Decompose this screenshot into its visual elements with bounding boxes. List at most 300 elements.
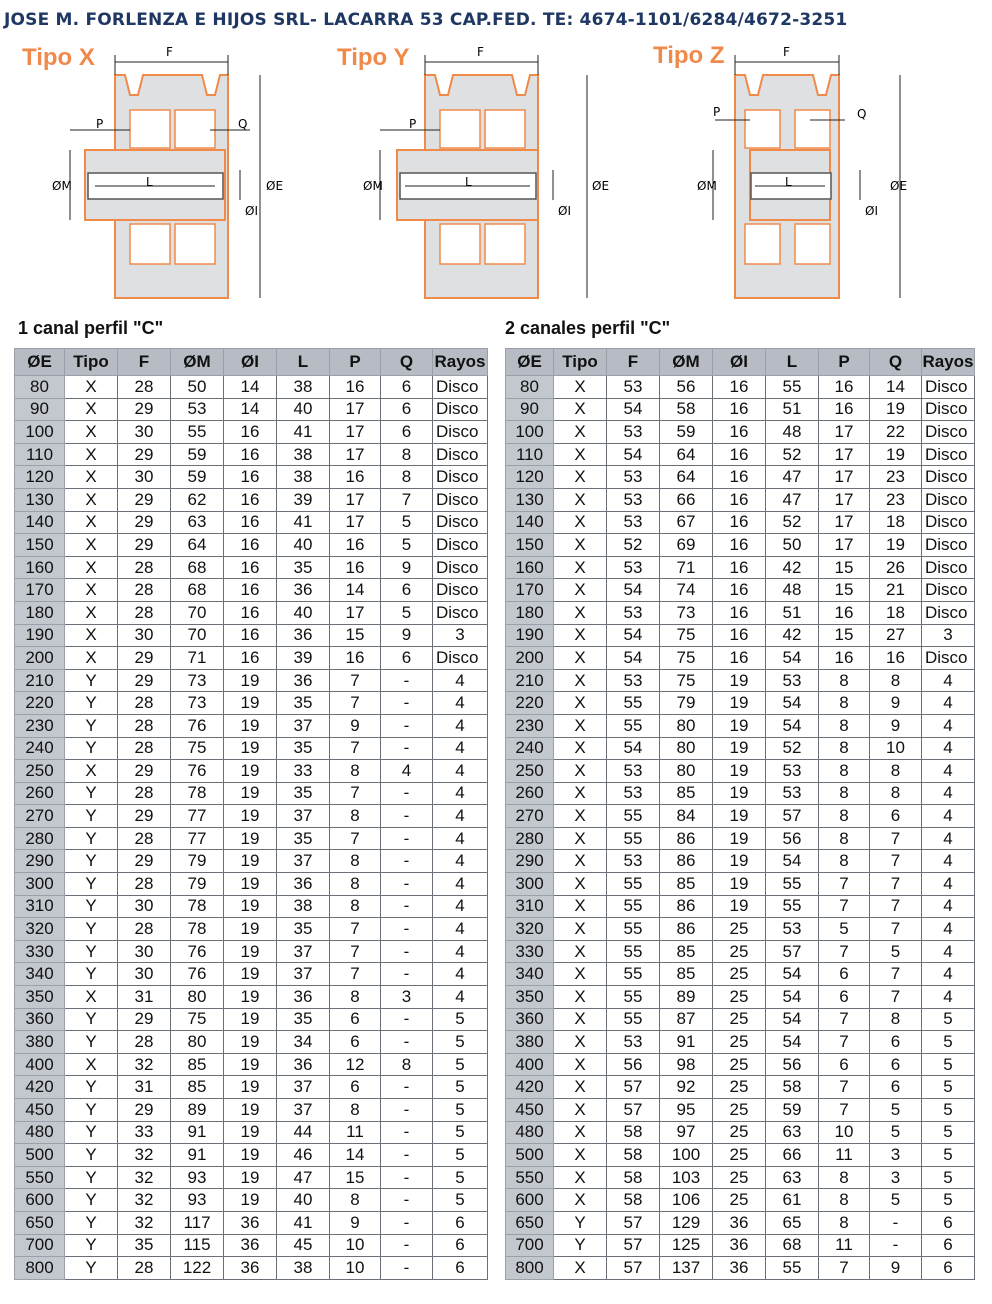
table-row <box>15 488 488 511</box>
table-cell: 106 <box>660 1189 713 1212</box>
table-cell: 73 <box>171 692 224 715</box>
table-cell: 29 <box>118 669 171 692</box>
table-cell: Disco <box>922 398 975 421</box>
table-cell: 64 <box>171 534 224 557</box>
table-cell: 36 <box>277 1053 330 1076</box>
table-cell: 8 <box>870 1008 922 1031</box>
table-cell: 310 <box>15 895 65 918</box>
table-cell: 17 <box>330 443 381 466</box>
table-cell: Y <box>65 895 118 918</box>
table-cell: 28 <box>118 873 171 896</box>
table-cell: 4 <box>922 963 975 986</box>
table-cell: 29 <box>118 443 171 466</box>
table-cell: 230 <box>15 714 65 737</box>
table-cell: 58 <box>607 1121 660 1144</box>
table-cell: 3 <box>433 624 488 647</box>
table-cell: 8 <box>330 873 381 896</box>
table-cell: 53 <box>607 488 660 511</box>
table-cell: 8 <box>330 760 381 783</box>
table-cell: 450 <box>506 1099 554 1122</box>
table-cell: 16 <box>819 398 870 421</box>
table-cell: 17 <box>330 421 381 444</box>
table-cell: 4 <box>433 986 488 1009</box>
table-cell: 85 <box>171 1076 224 1099</box>
table-cell: 180 <box>506 601 554 624</box>
table-cell: X <box>554 850 607 873</box>
table-cell: 170 <box>15 579 65 602</box>
table-cell: 58 <box>660 398 713 421</box>
table-cell: 71 <box>660 556 713 579</box>
table-cell: 36 <box>277 624 330 647</box>
table-cell: 28 <box>118 918 171 941</box>
table-cell: 35 <box>277 1008 330 1031</box>
table-cell: 9 <box>330 1211 381 1234</box>
table-cell: 59 <box>171 466 224 489</box>
table-row <box>15 1234 488 1257</box>
table-cell: 5 <box>433 1031 488 1054</box>
table-cell: Disco <box>922 556 975 579</box>
table-cell: 4 <box>433 692 488 715</box>
table-cell: 21 <box>870 579 922 602</box>
table-cell: 56 <box>766 827 819 850</box>
table-cell: 150 <box>506 534 554 557</box>
svg-text:F: F <box>783 45 790 59</box>
table-row <box>15 1008 488 1031</box>
table-cell: 6 <box>819 1053 870 1076</box>
table-cell: 17 <box>819 488 870 511</box>
table-cell: 6 <box>870 1053 922 1076</box>
table-cell: 17 <box>330 398 381 421</box>
table-cell: X <box>65 376 118 399</box>
table-cell: 30 <box>118 624 171 647</box>
table2-title: 2 canales perfil "C" <box>505 318 671 338</box>
table-cell: - <box>381 940 433 963</box>
table-row <box>15 963 488 986</box>
table-cell: - <box>381 1121 433 1144</box>
table-cell: 340 <box>506 963 554 986</box>
table-cell: 53 <box>766 782 819 805</box>
table-cell: 30 <box>118 963 171 986</box>
table-cell: 19 <box>224 737 277 760</box>
table-row <box>506 827 975 850</box>
table-cell: 129 <box>660 1211 713 1234</box>
table-cell: 16 <box>713 647 766 670</box>
table-cell: 54 <box>607 579 660 602</box>
table-cell: 6 <box>870 1031 922 1054</box>
table-row <box>15 760 488 783</box>
table-row <box>506 895 975 918</box>
table-cell: 37 <box>277 1099 330 1122</box>
table-row <box>15 1031 488 1054</box>
table-cell: 5 <box>381 534 433 557</box>
table-cell: 18 <box>870 601 922 624</box>
table-row <box>506 940 975 963</box>
table-cell: 76 <box>171 760 224 783</box>
svg-text:ØM: ØM <box>52 179 72 193</box>
table-cell: 16 <box>330 466 381 489</box>
table-cell: 122 <box>171 1257 224 1280</box>
table-cell: 25 <box>713 1099 766 1122</box>
table-cell: 57 <box>607 1211 660 1234</box>
table-cell: 4 <box>433 895 488 918</box>
table-cell: Disco <box>433 534 488 557</box>
table-cell: 250 <box>506 760 554 783</box>
table-row <box>15 850 488 873</box>
table-cell: 420 <box>506 1076 554 1099</box>
table-cell: 66 <box>766 1144 819 1167</box>
table-cell: 38 <box>277 443 330 466</box>
svg-text:P: P <box>409 117 417 131</box>
table-cell: 59 <box>660 421 713 444</box>
table-cell: 5 <box>433 1144 488 1167</box>
table-cell: 8 <box>330 1099 381 1122</box>
table-cell: Y <box>65 1121 118 1144</box>
table-cell: - <box>381 782 433 805</box>
table-cell: 75 <box>660 647 713 670</box>
table-cell: 40 <box>277 1189 330 1212</box>
table-cell: X <box>554 737 607 760</box>
table-cell: 68 <box>171 556 224 579</box>
table-cell: Disco <box>433 647 488 670</box>
table-row <box>15 1166 488 1189</box>
table-cell: X <box>65 421 118 444</box>
table-cell: Y <box>65 669 118 692</box>
table-cell: 10 <box>330 1234 381 1257</box>
table-cell: 6 <box>433 1211 488 1234</box>
table-cell: 400 <box>506 1053 554 1076</box>
table-cell: X <box>554 1257 607 1280</box>
table-row <box>506 443 975 466</box>
table-cell: 4 <box>922 737 975 760</box>
pulley-drawing-x <box>10 40 310 310</box>
table-cell: 85 <box>660 940 713 963</box>
table-cell: 36 <box>277 873 330 896</box>
table-cell: 53 <box>607 601 660 624</box>
table-cell: 54 <box>766 714 819 737</box>
table-cell: 25 <box>713 1008 766 1031</box>
table-cell: 120 <box>15 466 65 489</box>
table-cell: Y <box>554 1234 607 1257</box>
table-cell: 92 <box>660 1076 713 1099</box>
svg-text:L: L <box>785 175 792 189</box>
table-row <box>15 579 488 602</box>
table-row <box>506 1121 975 1144</box>
table-cell: 14 <box>224 376 277 399</box>
table-cell: 76 <box>171 963 224 986</box>
diagram-tipo-x <box>10 40 310 310</box>
table-cell: 7 <box>330 782 381 805</box>
table-cell: X <box>554 760 607 783</box>
table-cell: 53 <box>607 376 660 399</box>
table-row <box>506 737 975 760</box>
table-cell: 7 <box>870 873 922 896</box>
table-cell: 52 <box>766 511 819 534</box>
table-cell: 14 <box>330 1144 381 1167</box>
table-cell: 29 <box>118 511 171 534</box>
table-row <box>506 669 975 692</box>
column-header: L <box>766 349 819 376</box>
table-cell: 5 <box>922 1099 975 1122</box>
table-cell: X <box>65 579 118 602</box>
table-cell: 80 <box>660 737 713 760</box>
table-row <box>15 782 488 805</box>
table-cell: 19 <box>713 692 766 715</box>
table-cell: X <box>554 827 607 850</box>
table-cell: - <box>381 1234 433 1257</box>
table-cell: Y <box>65 1166 118 1189</box>
table-cell: Disco <box>433 398 488 421</box>
table-cell: 31 <box>118 1076 171 1099</box>
table-cell: 200 <box>506 647 554 670</box>
table-cell: 700 <box>506 1234 554 1257</box>
table-cell: 76 <box>171 714 224 737</box>
table-cell: - <box>381 1099 433 1122</box>
table-cell: 4 <box>433 918 488 941</box>
table-cell: 130 <box>506 488 554 511</box>
table-cell: 37 <box>277 714 330 737</box>
table-cell: 40 <box>277 601 330 624</box>
table-cell: X <box>554 1121 607 1144</box>
table-cell: 36 <box>713 1211 766 1234</box>
table-cell: X <box>554 466 607 489</box>
column-header: Rayos <box>433 349 488 376</box>
table-cell: 16 <box>330 534 381 557</box>
table-cell: 9 <box>381 624 433 647</box>
table-cell: 10 <box>819 1121 870 1144</box>
table-cell: X <box>554 647 607 670</box>
table-cell: 41 <box>277 1211 330 1234</box>
table-cell: 34 <box>277 1031 330 1054</box>
table-cell: 12 <box>330 1053 381 1076</box>
table-cell: 4 <box>433 737 488 760</box>
table-cell: 17 <box>330 601 381 624</box>
table-cell: Y <box>65 714 118 737</box>
table-cell: 16 <box>819 647 870 670</box>
table-cell: 29 <box>118 488 171 511</box>
table-row <box>15 466 488 489</box>
table-cell: 73 <box>171 669 224 692</box>
table-cell: 41 <box>277 421 330 444</box>
table-row <box>506 488 975 511</box>
table-cell: 57 <box>607 1257 660 1280</box>
table-cell: 5 <box>433 1189 488 1212</box>
table-cell: 28 <box>118 782 171 805</box>
table-cell: 8 <box>819 714 870 737</box>
table-cell: 8 <box>330 895 381 918</box>
table-cell: 63 <box>171 511 224 534</box>
table-cell: 86 <box>660 895 713 918</box>
table-cell: 19 <box>224 782 277 805</box>
table-cell: 59 <box>171 443 224 466</box>
table-cell: 330 <box>15 940 65 963</box>
table-cell: 32 <box>118 1211 171 1234</box>
table-row <box>506 1234 975 1257</box>
table-cell: 16 <box>224 466 277 489</box>
table-cell: 4 <box>433 760 488 783</box>
table-cell: 4 <box>922 760 975 783</box>
table-cell: 190 <box>15 624 65 647</box>
table-row <box>506 1031 975 1054</box>
table-cell: 6 <box>381 398 433 421</box>
table-row <box>15 1076 488 1099</box>
table-cell: 90 <box>15 398 65 421</box>
table-row <box>506 1166 975 1189</box>
table-cell: 5 <box>922 1121 975 1144</box>
table-cell: 210 <box>506 669 554 692</box>
table-row <box>15 1053 488 1076</box>
table-row <box>506 805 975 828</box>
table-cell: X <box>554 511 607 534</box>
table-cell: 800 <box>506 1257 554 1280</box>
table-cell: 7 <box>819 1257 870 1280</box>
table-cell: 54 <box>607 624 660 647</box>
table-cell: 70 <box>171 601 224 624</box>
table-cell: 25 <box>713 1121 766 1144</box>
table-cell: 23 <box>870 488 922 511</box>
table-cell: Disco <box>922 466 975 489</box>
table-cell: 19 <box>224 986 277 1009</box>
table-cell: - <box>381 1076 433 1099</box>
table-row <box>506 511 975 534</box>
table-cell: 53 <box>607 556 660 579</box>
table-cell: 37 <box>277 963 330 986</box>
table-cell: 6 <box>381 579 433 602</box>
table-cell: 140 <box>506 511 554 534</box>
table-cell: 3 <box>381 986 433 1009</box>
table-cell: 6 <box>922 1211 975 1234</box>
table-row <box>15 1121 488 1144</box>
table1-title: 1 canal perfil "C" <box>18 318 164 338</box>
table-cell: X <box>554 443 607 466</box>
table-cell: 8 <box>819 850 870 873</box>
table-cell: X <box>554 1166 607 1189</box>
table-row <box>506 1053 975 1076</box>
table-cell: 7 <box>330 669 381 692</box>
table-cell: 16 <box>224 601 277 624</box>
table-cell: Y <box>65 873 118 896</box>
table-cell: 3 <box>922 624 975 647</box>
table-cell: 75 <box>660 624 713 647</box>
table-cell: 280 <box>15 827 65 850</box>
table-cell: 8 <box>381 466 433 489</box>
table-cell: 16 <box>713 556 766 579</box>
table-cell: - <box>381 850 433 873</box>
table-cell: 5 <box>870 1121 922 1144</box>
table-cell: 360 <box>506 1008 554 1031</box>
table-cell: 87 <box>660 1008 713 1031</box>
table-cell: - <box>381 714 433 737</box>
table-cell: Disco <box>922 376 975 399</box>
table-cell: 16 <box>713 488 766 511</box>
table-row <box>506 1008 975 1031</box>
table-cell: 270 <box>15 805 65 828</box>
table-cell: 68 <box>766 1234 819 1257</box>
table-cell: 25 <box>713 918 766 941</box>
table-cell: 52 <box>766 737 819 760</box>
table-cell: 86 <box>660 827 713 850</box>
table-row <box>15 647 488 670</box>
table-cell: 25 <box>713 1144 766 1167</box>
table-cell: 9 <box>870 714 922 737</box>
table-cell: 19 <box>224 918 277 941</box>
column-header: ØE <box>506 349 554 376</box>
table-cell: Y <box>65 963 118 986</box>
table-cell: 19 <box>224 850 277 873</box>
diagram-title: Tipo X <box>22 44 95 71</box>
table-cell: 47 <box>766 466 819 489</box>
table-cell: 5 <box>433 1076 488 1099</box>
table-row <box>15 986 488 1009</box>
table-row <box>506 714 975 737</box>
table-row <box>15 398 488 421</box>
table-cell: 14 <box>870 376 922 399</box>
table-cell: 16 <box>330 376 381 399</box>
table-cell: Disco <box>433 443 488 466</box>
table-cell: 5 <box>819 918 870 941</box>
table-cell: 4 <box>433 850 488 873</box>
table-cell: 93 <box>171 1189 224 1212</box>
table-cell: 52 <box>766 443 819 466</box>
table-cell: 19 <box>224 1099 277 1122</box>
table-cell: 300 <box>15 873 65 896</box>
table-cell: 4 <box>433 669 488 692</box>
table-cell: 54 <box>766 692 819 715</box>
table-row <box>506 556 975 579</box>
table-cell: 32 <box>118 1166 171 1189</box>
svg-text:ØM: ØM <box>363 179 383 193</box>
table-cell: 37 <box>277 850 330 873</box>
table-cell: 31 <box>118 986 171 1009</box>
table-cell: 57 <box>607 1099 660 1122</box>
table-cell: 25 <box>713 1053 766 1076</box>
table-cell: 28 <box>118 1031 171 1054</box>
table-cell: 8 <box>819 669 870 692</box>
table-cell: Disco <box>433 421 488 444</box>
table-cell: 28 <box>118 692 171 715</box>
table-cell: 79 <box>171 873 224 896</box>
table-cell: 9 <box>870 1257 922 1280</box>
table-cell: X <box>65 511 118 534</box>
column-header: Tipo <box>65 349 118 376</box>
table-cell: 16 <box>224 421 277 444</box>
table-cell: 300 <box>506 873 554 896</box>
table-cell: 137 <box>660 1257 713 1280</box>
table-cell: 26 <box>870 556 922 579</box>
table-cell: Disco <box>433 466 488 489</box>
table-cell: 32 <box>118 1189 171 1212</box>
table-cell: 4 <box>922 827 975 850</box>
table-cell: 7 <box>819 895 870 918</box>
table-cell: 53 <box>607 466 660 489</box>
table-cell: 16 <box>713 466 766 489</box>
table-cell: 39 <box>277 647 330 670</box>
table-cell: 86 <box>660 918 713 941</box>
table-cell: 29 <box>118 850 171 873</box>
table-cell: 7 <box>819 1008 870 1031</box>
table-cell: - <box>381 737 433 760</box>
table-cell: 57 <box>607 1076 660 1099</box>
table-cell: 6 <box>433 1234 488 1257</box>
table-cell: 51 <box>766 601 819 624</box>
table-cell: 90 <box>506 398 554 421</box>
table-cell: 53 <box>766 918 819 941</box>
table-cell: 7 <box>870 895 922 918</box>
table-cell: Y <box>65 805 118 828</box>
table-cell: 550 <box>506 1166 554 1189</box>
table-cell: - <box>381 873 433 896</box>
table-cell: 6 <box>819 986 870 1009</box>
table-cell: 16 <box>224 511 277 534</box>
